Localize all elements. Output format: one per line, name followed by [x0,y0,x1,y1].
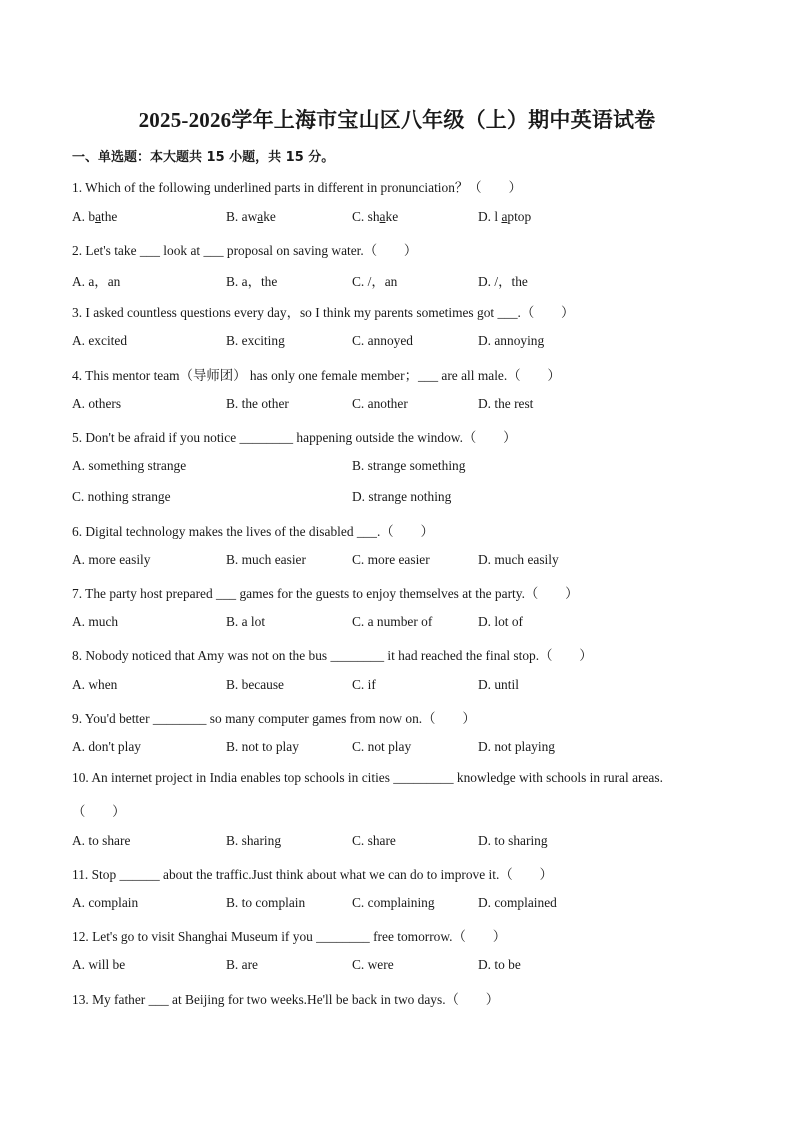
option-c[interactable]: C. a number of [352,614,433,629]
option-a[interactable]: A. much [72,614,119,629]
option-b[interactable]: B. the other [226,396,289,411]
question-2-stem: 2. Let's take ___ look at ___ proposal on saving water.（ ） [72,243,418,258]
option-d[interactable]: D. /，the [478,274,528,289]
section-heading: 一、单选题：本大题共 15 小题，共 15 分。 [72,150,335,165]
option-a[interactable]: A. to share [72,833,131,848]
option-b[interactable]: B. are [226,957,258,972]
option-d[interactable]: D. annoying [478,333,545,348]
option-d[interactable]: D. strange nothing [352,489,452,504]
option-a[interactable] [72,209,117,225]
question-11-options [72,895,732,915]
question-11-stem: 11. Stop ______ about the traffic.Just think about what we can do to improve it.（ ） [72,867,553,882]
option-b[interactable]: B. sharing [226,833,282,848]
question-7-options [72,614,732,634]
option-c[interactable]: C. another [352,396,408,411]
option-d[interactable]: D. lot of [478,614,524,629]
option-b[interactable]: B. much easier [226,552,306,567]
question-3-options [72,333,732,353]
question-1-options [72,209,732,229]
exam-title: 2025-2026学年上海市宝山区八年级（上）期中英语试卷 [138,108,656,132]
option-c[interactable]: C. /，an [352,274,398,289]
option-suffix: ke [263,209,276,224]
option-d[interactable]: D. to be [478,957,521,972]
underlined-part: a [501,209,508,224]
question-7-stem: 7. The party host prepared ___ games for the guests to enjoy themselves at the party.（ ） [72,586,579,601]
option-prefix: C. sh [352,209,380,224]
question-8-options [72,677,732,697]
option-b[interactable]: B. strange something [352,458,466,473]
question-10-options [72,833,732,853]
option-a[interactable]: A. others [72,396,122,411]
question-2-options [72,271,732,291]
option-b[interactable]: B. a，the [226,274,278,289]
question-12-stem: 12. Let's go to visit Shanghai Museum if you ________ free tomorrow.（ ） [72,929,507,944]
option-c[interactable]: C. share [352,833,396,848]
option-b[interactable]: B. a lot [226,614,266,629]
option-b[interactable]: B. not to play [226,739,299,754]
underlined-part: a [257,209,264,224]
question-13-stem: 13. My father ___ at Beijing for two weeks.He'll be back in two days.（ ） [72,992,500,1007]
question-10-stem-continued: （ ） [72,804,126,819]
option-a[interactable]: A. a，an [72,274,121,289]
option-a[interactable]: A. complain [72,895,139,910]
option-c[interactable]: C. were [352,957,394,972]
option-prefix: A. b [72,209,96,224]
underlined-part: a [379,209,386,224]
option-c[interactable]: C. complaining [352,895,435,910]
option-a[interactable]: A. excited [72,333,128,348]
option-a[interactable]: A. don't play [72,739,141,754]
question-4-options [72,396,732,416]
option-d[interactable]: D. complained [478,895,557,910]
option-c[interactable]: C. more easier [352,552,430,567]
question-3-stem: 3. I asked countless questions every day，so I think my parents sometimes got ___.（ ） [72,305,575,320]
option-a[interactable]: A. more easily [72,552,151,567]
option-c[interactable] [352,209,398,225]
question-4-stem: 4. This mentor team（导师团） has only one female member；___ are all male.（ ） [72,368,561,383]
option-c[interactable]: C. annoyed [352,333,413,348]
option-d[interactable]: D. the rest [478,396,534,411]
option-b[interactable]: B. because [226,677,285,692]
option-b[interactable]: B. exciting [226,333,285,348]
question-6-options [72,552,732,572]
option-d[interactable]: D. until [478,677,519,692]
question-5-stem: 5. Don't be afraid if you notice ________ happening outside the window.（ ） [72,430,517,445]
option-prefix: D. l [478,209,502,224]
option-suffix: the [101,209,118,224]
question-6-stem: 6. Digital technology makes the lives of the disabled ___.（ ） [72,524,434,539]
option-d[interactable]: D. not playing [478,739,555,754]
question-8-stem: 8. Nobody noticed that Amy was not on the bus ________ it had reached the final stop.（ ） [72,648,593,663]
option-d[interactable] [478,209,531,225]
option-a[interactable]: A. will be [72,957,126,972]
option-c[interactable]: C. if [352,677,376,692]
option-b[interactable]: B. to complain [226,895,306,910]
option-d[interactable]: D. to sharing [478,833,548,848]
option-prefix: B. aw [226,209,258,224]
option-b[interactable] [226,209,276,225]
question-5-options-row2 [72,489,732,509]
option-c[interactable]: C. not play [352,739,412,754]
option-a[interactable]: A. something strange [72,458,187,473]
option-c[interactable]: C. nothing strange [72,489,171,504]
question-10-stem: 10. An internet project in India enables top schools in cities _________ knowledge with schools in rural areas. [72,770,663,785]
question-5-options-row1 [72,458,732,478]
option-a[interactable]: A. when [72,677,118,692]
question-12-options [72,957,732,977]
underlined-part: a [95,209,102,224]
option-suffix: ke [385,209,399,224]
question-9-options [72,739,732,759]
option-suffix: ptop [507,209,532,224]
question-1-stem: 1. Which of the following underlined parts in different in pronunciation？（ ） [72,180,522,195]
question-9-stem: 9. You'd better ________ so many computer games from now on.（ ） [72,711,476,726]
option-d[interactable]: D. much easily [478,552,559,567]
